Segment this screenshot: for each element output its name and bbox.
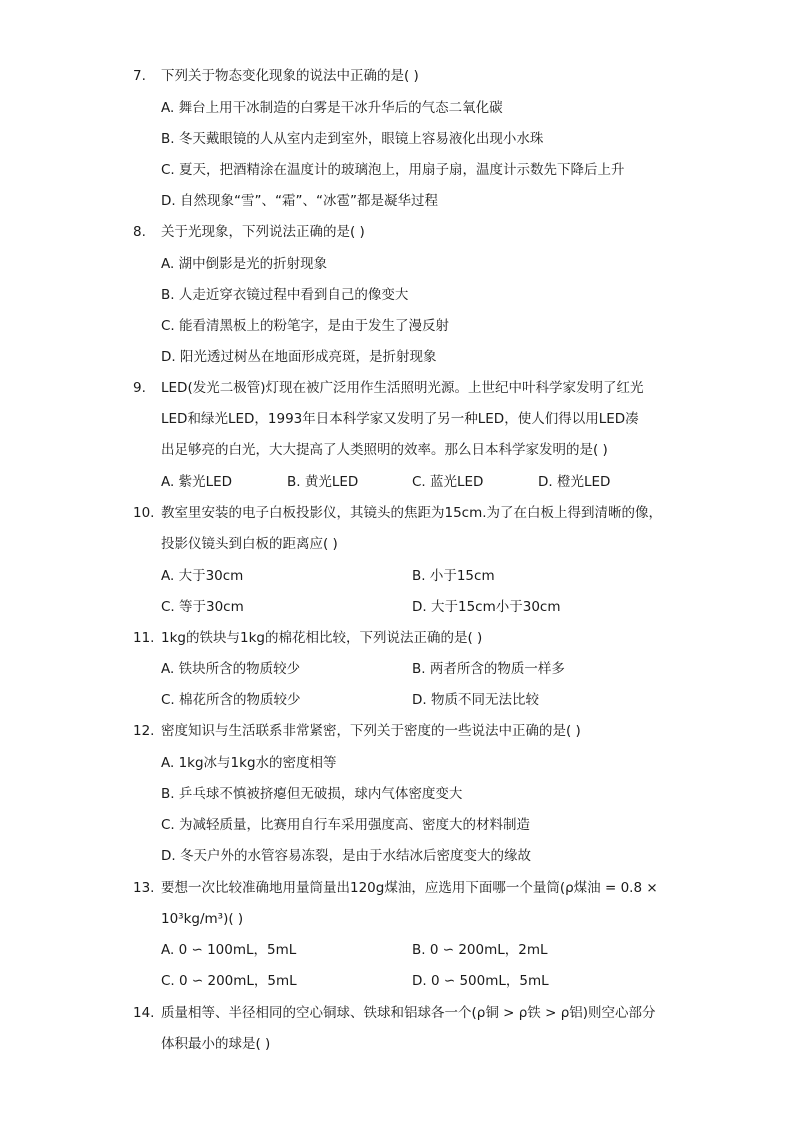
option: C. 等于30cm [161, 599, 244, 615]
option: D. 物质不同无法比较 [412, 692, 539, 708]
option: C. 能看清黑板上的粉笔字，是由于发生了漫反射 [161, 318, 450, 334]
option: D. 冬天户外的水管容易冻裂，是由于水结冰后密度变大的缘故 [161, 848, 531, 864]
option: A. 舞台上用干冰制造的白雾是干冰升华后的气态二氧化碳 [161, 100, 503, 116]
question-stem: LED(发光二极管)灯现在被广泛用作生活照明光源。上世纪中叶科学家发明了红光 [161, 380, 644, 396]
question-number: 11. [133, 630, 155, 646]
option: B. 两者所含的物质一样多 [412, 661, 565, 677]
option: A. 1kg冰与1kg水的密度相等 [161, 755, 337, 771]
question-number: 7. [133, 68, 146, 84]
question-number: 8. [133, 224, 146, 240]
option: A. 铁块所含的物质较少 [161, 661, 301, 677]
question-number: 9. [133, 380, 146, 396]
option: C. 蓝光LED [412, 474, 484, 490]
option: B. 冬天戴眼镜的人从室内走到室外，眼镜上容易液化出现小水珠 [161, 131, 544, 147]
question-stem: 教室里安装的电子白板投影仪，其镜头的焦距为15cm.为了在白板上得到清晰的像， [161, 505, 663, 521]
question-stem: 体积最小的球是( ) [161, 1036, 271, 1052]
option: D. 大于15cm小于30cm [412, 599, 561, 615]
question-number: 14. [133, 1005, 155, 1021]
option: C. 夏天，把酒精涂在温度计的玻璃泡上，用扇子扇，温度计示数先下降后上升 [161, 162, 625, 178]
option: D. 0 ∽ 500mL，5mL [412, 973, 549, 989]
question-stem: 密度知识与生活联系非常紧密，下列关于密度的一些说法中正确的是( ) [161, 723, 581, 739]
question-number: 12. [133, 723, 155, 739]
question-stem: 投影仪镜头到白板的距离应( ) [161, 536, 338, 552]
question-stem: 1kg的铁块与1kg的棉花相比较，下列说法正确的是( ) [161, 630, 483, 646]
option: B. 人走近穿衣镜过程中看到自己的像变大 [161, 287, 409, 303]
question-stem: 下列关于物态变化现象的说法中正确的是( ) [161, 68, 419, 84]
question-number: 10. [133, 505, 155, 521]
question-number: 13. [133, 880, 155, 896]
option: B. 0 ∽ 200mL，2mL [412, 942, 548, 958]
question-stem: 关于光现象，下列说法正确的是( ) [161, 224, 365, 240]
option: A. 大于30cm [161, 568, 244, 584]
option: C. 棉花所含的物质较少 [161, 692, 301, 708]
question-stem: 要想一次比较准确地用量筒量出120g煤油，应选用下面哪一个量筒(ρ煤油 = 0.8 × [161, 880, 658, 896]
question-stem: 出足够亮的白光，大大提高了人类照明的效率。那么日本科学家发明的是( ) [161, 442, 608, 458]
option: A. 0 ∽ 100mL，5mL [161, 942, 297, 958]
question-stem: LED和绿光LED，1993年日本科学家又发明了另一种LED，使人们得以用LED凑 [161, 411, 639, 427]
option: D. 橙光LED [538, 474, 611, 490]
option: D. 自然现象“雪”、“霜”、“冰雹”都是凝华过程 [161, 193, 438, 209]
option: B. 乒乓球不慎被挤瘪但无破损，球内气体密度变大 [161, 786, 463, 802]
option: B. 小于15cm [412, 568, 495, 584]
option: D. 阳光透过树丛在地面形成亮斑，是折射现象 [161, 349, 437, 365]
option: B. 黄光LED [287, 474, 359, 490]
question-stem: 质量相等、半径相同的空心铜球、铁球和铝球各一个(ρ铜 > ρ铁 > ρ铝)则空心部分 [161, 1005, 656, 1021]
option: A. 紫光LED [161, 474, 233, 490]
option: A. 湖中倒影是光的折射现象 [161, 256, 328, 272]
question-stem: 10³kg/m³)( ) [161, 911, 244, 927]
option: C. 为减轻质量，比赛用自行车采用强度高、密度大的材料制造 [161, 817, 531, 833]
option: C. 0 ∽ 200mL，5mL [161, 973, 297, 989]
